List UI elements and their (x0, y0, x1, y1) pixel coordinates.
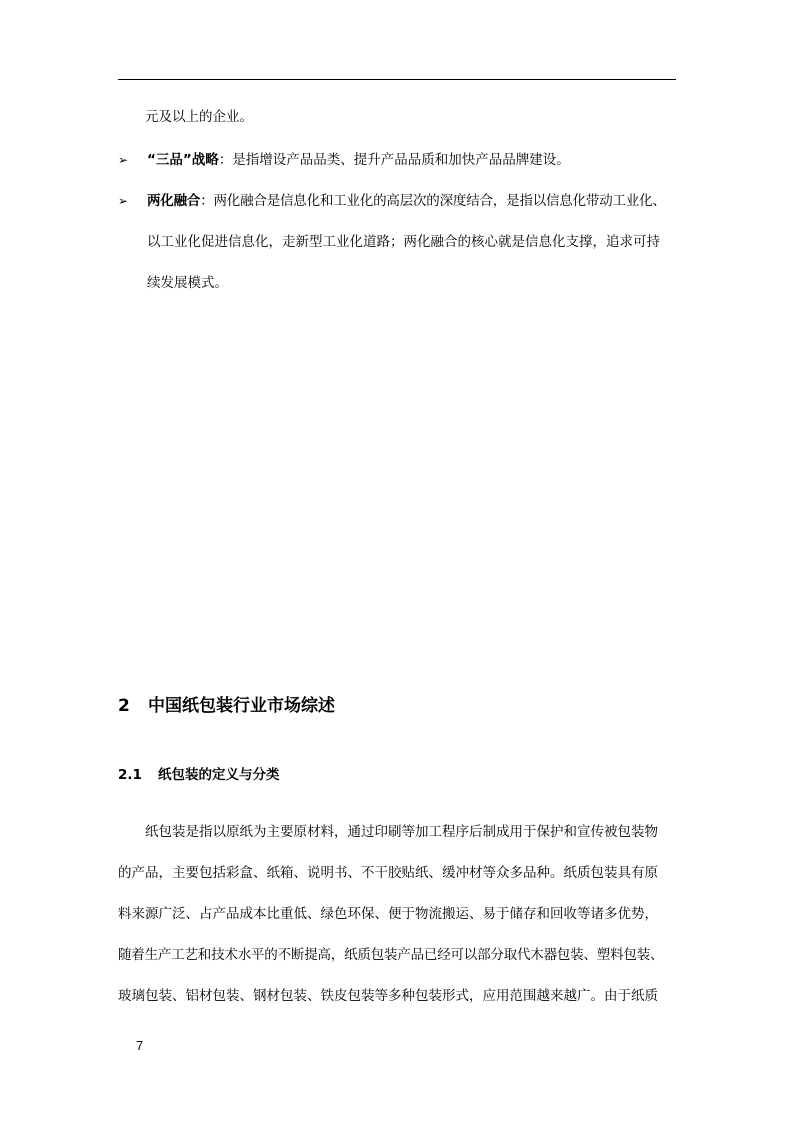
bullet-item-sanpin (147, 151, 570, 169)
paragraph-line: 玻璃包装、铝材包装、钢材包装、铁皮包装等多种包装形式，应用范围越来越广。由于纸质 (118, 988, 658, 1004)
bullet-term: 两化融合 (147, 193, 201, 209)
bullet-definition: ：是指增设产品品类、提升产品品质和加快产品品牌建设。 (218, 152, 570, 168)
paragraph-line: 料来源广泛、占产品成本比重低、绿色环保、便于物流搬运、易于储存和回收等诸多优势， (118, 906, 658, 922)
section-number: 2 (118, 696, 130, 716)
subsection-heading (118, 766, 280, 784)
header-rule (118, 79, 676, 80)
continued-text-line: 元及以上的企业。 (145, 109, 253, 125)
subsection-title: 纸包装的定义与分类 (158, 767, 280, 783)
section-heading (118, 695, 335, 717)
page-number: 7 (136, 1038, 144, 1053)
paragraph-line: 纸包装是指以原纸为主要原材料，通过印刷等加工程序后制成用于保护和宣传被包装物 (145, 824, 658, 840)
paragraph-line: 随着生产工艺和技术水平的不断提高，纸质包装产品已经可以部分取代木器包装、塑料包装、 (118, 947, 664, 963)
bullet-continuation-line: 续发展模式。 (147, 275, 228, 291)
paragraph-line: 的产品，主要包括彩盒、纸箱、说明书、不干胶贴纸、缓冲材等众多品种。纸质包装具有原 (118, 865, 658, 881)
bullet-arrow-icon: ➢ (118, 153, 129, 167)
bullet-item-lianghua (147, 192, 666, 210)
subsection-number: 2.1 (118, 767, 142, 783)
bullet-continuation-line: 以工业化促进信息化，走新型工业化道路；两化融合的核心就是信息化支撑，追求可持 (147, 234, 660, 250)
bullet-arrow-icon: ➢ (118, 194, 129, 208)
bullet-definition: ：两化融合是信息化和工业化的高层次的深度结合，是指以信息化带动工业化、 (200, 193, 666, 209)
section-title: 中国纸包装行业市场综述 (148, 696, 335, 716)
bullet-term: “三品”战略 (147, 152, 219, 168)
